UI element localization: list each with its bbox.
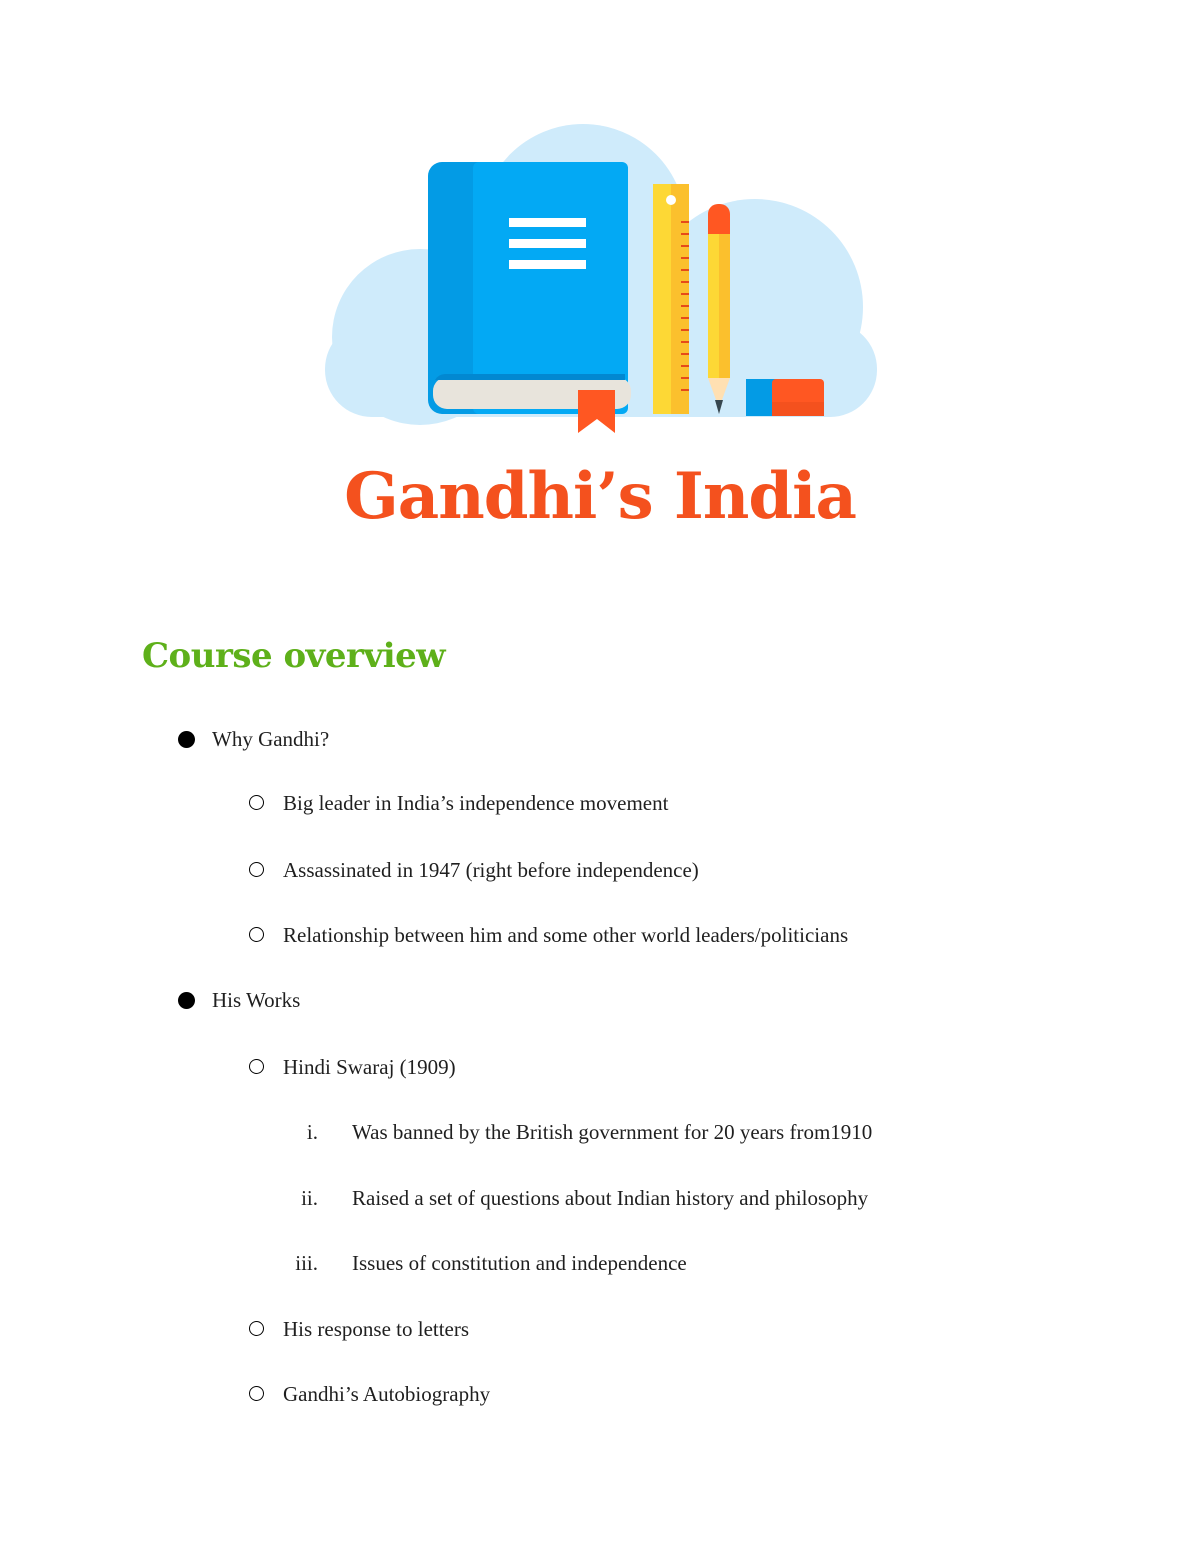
outline-point: Raised a set of questions about Indian history and philosophy [352, 1186, 869, 1210]
hollow-bullet-icon [249, 1321, 264, 1336]
hollow-bullet-icon [249, 1059, 264, 1074]
outline-subitem-response-letters: His response to letters [283, 1317, 470, 1341]
book-icon [428, 162, 631, 414]
bookmark-icon [578, 390, 615, 433]
outline-subitem-autobiography: Gandhi’s Autobiography [283, 1382, 491, 1406]
hollow-bullet-icon [249, 795, 264, 810]
course-overview-heading: Course overview [142, 636, 446, 676]
outline-subitem: Assassinated in 1947 (right before independence) [283, 858, 699, 882]
outline-subitem: Big leader in India’s independence movement [283, 791, 669, 815]
document-title: Gandhi’s India [344, 459, 856, 534]
outline-item-his-works: His Works [212, 988, 301, 1012]
ruler-icon [653, 184, 689, 414]
hollow-bullet-icon [249, 1386, 264, 1401]
filled-bullet-icon [178, 992, 195, 1009]
eraser-icon [746, 379, 824, 416]
pencil-icon [708, 204, 730, 414]
hollow-bullet-icon [249, 927, 264, 942]
roman-marker: iii. [295, 1251, 318, 1275]
outline-item-why-gandhi: Why Gandhi? [212, 727, 330, 751]
outline-point: Issues of constitution and independence [352, 1251, 687, 1275]
roman-marker: i. [306, 1120, 318, 1144]
outline-point: Was banned by the British government for 20 years from1910 [352, 1120, 873, 1144]
hollow-bullet-icon [249, 862, 264, 877]
roman-marker: ii. [301, 1186, 318, 1210]
outline-subitem-hindi-swaraj: Hindi Swaraj (1909) [283, 1055, 456, 1079]
filled-bullet-icon [178, 731, 195, 748]
header-illustration [325, 122, 877, 438]
outline-subitem: Relationship between him and some other world leaders/politicians [283, 923, 849, 947]
